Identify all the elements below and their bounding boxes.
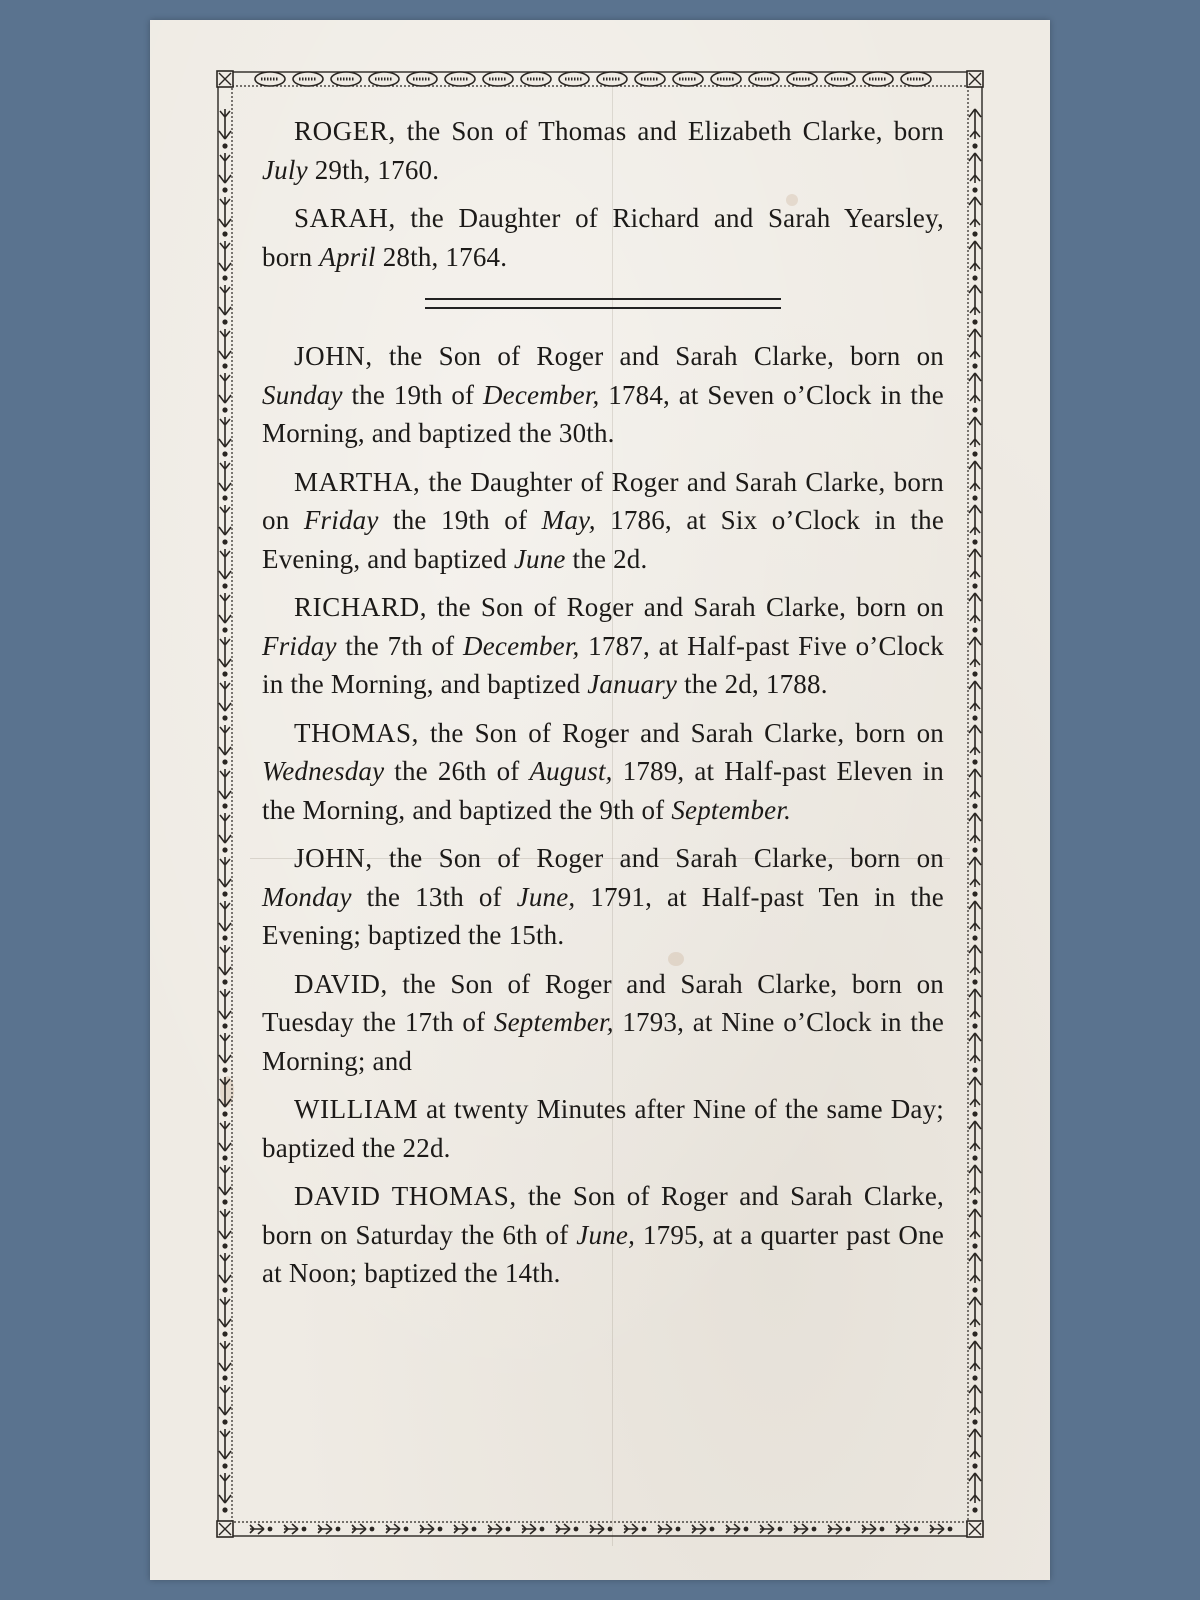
border-arrow-ornament xyxy=(219,1341,231,1371)
register-entry xyxy=(262,337,944,453)
border-dot-ornament xyxy=(222,143,227,148)
border-dot-ornament xyxy=(222,319,227,324)
border-dot-ornament xyxy=(574,1527,579,1532)
entry-text: 1793, at Nine o’Clock in the Morning; and xyxy=(262,1007,945,1076)
entry-text: the 2d, 1788. xyxy=(677,669,828,699)
border-arrow-ornament xyxy=(896,1524,910,1534)
border-arrow-ornament xyxy=(219,637,231,667)
register-entry xyxy=(262,1177,944,1293)
border-dot-ornament xyxy=(222,671,227,676)
entry-italic-text: May, xyxy=(541,505,596,535)
border-dot-ornament xyxy=(972,1331,977,1336)
entry-name: MARTHA, xyxy=(294,466,421,497)
border-dot-ornament xyxy=(472,1527,477,1532)
entry-text: the Son of Roger and Sarah Clarke, born on Saturday the 6th of xyxy=(262,1181,944,1250)
border-arrow-ornament xyxy=(219,241,231,271)
register-entry xyxy=(262,588,944,704)
border-dot-ornament xyxy=(222,935,227,940)
border-dot-ornament xyxy=(540,1527,545,1532)
entry-text: at twenty Minutes after Nine of the same Day; baptized the 22d. xyxy=(262,1094,944,1163)
border-arrow-ornament xyxy=(219,1209,231,1239)
border-arrow-ornament xyxy=(219,109,231,139)
border-arrow-ornament xyxy=(969,373,981,403)
border-dot-ornament xyxy=(972,935,977,940)
border-arrow-ornament xyxy=(219,725,231,755)
border-dot-ornament xyxy=(222,715,227,720)
border-arrow-ornament xyxy=(969,1473,981,1503)
border-dot-ornament xyxy=(268,1527,273,1532)
entry-italic-text: April xyxy=(319,241,376,272)
border-arrow-ornament xyxy=(726,1524,740,1534)
entry-italic-text: June, xyxy=(576,1219,636,1250)
border-dot-ornament xyxy=(222,1155,227,1160)
border-dot-ornament xyxy=(948,1527,953,1532)
border-dot-ornament xyxy=(222,803,227,808)
border-arrow-ornament xyxy=(522,1524,536,1534)
border-dot-ornament xyxy=(642,1527,647,1532)
border-dot-ornament xyxy=(972,759,977,764)
entry-text: the Daughter of Roger and Sarah Clarke, born on xyxy=(262,466,944,535)
border-dot-ornament xyxy=(972,1243,977,1248)
border-dot-ornament xyxy=(222,1111,227,1116)
entry-text: the Son of Roger and Sarah Clarke, born on xyxy=(372,341,944,371)
border-arrow-ornament xyxy=(969,285,981,315)
border-dot-ornament xyxy=(744,1527,749,1532)
border-arrow-ornament xyxy=(219,813,231,843)
entry-text: the Son of Roger and Sarah Clarke, born on Tuesday the 17th of xyxy=(262,968,944,1037)
border-dot-ornament xyxy=(972,979,977,984)
border-dot-ornament xyxy=(222,495,227,500)
border-dot-ornament xyxy=(676,1527,681,1532)
border-dot-ornament xyxy=(222,231,227,236)
entry-italic-text: December, xyxy=(482,379,600,410)
border-arrow-ornament xyxy=(969,241,981,271)
border-arrow-ornament xyxy=(794,1524,808,1534)
entry-text: the 7th of xyxy=(336,630,463,661)
border-arrow-ornament xyxy=(219,329,231,359)
border-arrow-ornament xyxy=(969,109,981,139)
border-dot-ornament xyxy=(972,143,977,148)
border-dot-ornament xyxy=(972,1419,977,1424)
children-entries xyxy=(262,337,944,1293)
border-arrow-ornament xyxy=(454,1524,468,1534)
entry-italic-text: Monday xyxy=(262,881,352,912)
border-dot-ornament xyxy=(222,539,227,544)
border-arrow-ornament xyxy=(969,989,981,1019)
border-dot-ornament xyxy=(222,979,227,984)
border-arrow-ornament xyxy=(284,1524,298,1534)
border-dot-ornament xyxy=(222,407,227,412)
border-arrow-ornament xyxy=(969,1077,981,1107)
border-dot-ornament xyxy=(972,1463,977,1468)
border-arrow-ornament xyxy=(219,1429,231,1459)
border-dot-ornament xyxy=(972,1375,977,1380)
entry-italic-text: September. xyxy=(671,794,792,825)
register-entry xyxy=(262,199,944,276)
border-dot-ornament xyxy=(222,583,227,588)
entry-text: the Son of Roger and Sarah Clarke, born on xyxy=(418,717,944,748)
border-arrow-ornament xyxy=(969,1429,981,1459)
entry-text: 29th, 1760. xyxy=(307,154,440,185)
border-arrow-ornament xyxy=(219,197,231,227)
border-dot-ornament xyxy=(972,891,977,896)
border-dot-ornament xyxy=(222,1375,227,1380)
border-arrow-ornament xyxy=(219,769,231,799)
border-dot-ornament xyxy=(972,847,977,852)
border-dot-ornament xyxy=(972,803,977,808)
border-arrow-ornament xyxy=(352,1524,366,1534)
entry-italic-text: Friday xyxy=(262,630,337,661)
border-arrow-ornament xyxy=(420,1524,434,1534)
border-arrow-ornament xyxy=(590,1524,604,1534)
border-dot-ornament xyxy=(370,1527,375,1532)
border-arrow-ornament xyxy=(219,417,231,447)
border-arrow-ornament xyxy=(969,1165,981,1195)
border-arrow-ornament xyxy=(658,1524,672,1534)
border-arrow-ornament xyxy=(219,153,231,183)
border-dot-ornament xyxy=(972,1287,977,1292)
entry-text: the 13th of xyxy=(351,881,517,912)
border-dot-ornament xyxy=(222,627,227,632)
border-dot-ornament xyxy=(972,187,977,192)
border-dot-ornament xyxy=(972,407,977,412)
register-entry xyxy=(262,965,944,1081)
border-arrow-ornament xyxy=(488,1524,502,1534)
border-arrow-ornament xyxy=(969,813,981,843)
border-dot-ornament xyxy=(222,891,227,896)
entry-italic-text: August, xyxy=(529,756,613,786)
border-dot-ornament xyxy=(972,231,977,236)
entry-text: 1787, at Half-past Five o’Clock in the Morning, and baptized xyxy=(262,630,944,699)
border-dot-ornament xyxy=(222,1419,227,1424)
border-dot-ornament xyxy=(506,1527,511,1532)
entry-italic-text: June, xyxy=(516,881,576,912)
register-entry xyxy=(262,1090,944,1167)
entry-text: the 2d. xyxy=(565,543,648,574)
border-dot-ornament xyxy=(222,275,227,280)
entry-text: 1786, at Six o’Clock in the Evening, and baptized xyxy=(262,505,944,574)
border-arrow-ornament xyxy=(219,1165,231,1195)
border-arrow-ornament xyxy=(219,1253,231,1283)
border-arrow-ornament xyxy=(219,549,231,579)
border-dot-ornament xyxy=(972,627,977,632)
border-dot-ornament xyxy=(404,1527,409,1532)
border-arrow-ornament xyxy=(219,1077,231,1107)
parent-entries xyxy=(262,112,944,276)
border-dot-ornament xyxy=(222,1243,227,1248)
border-arrow-ornament xyxy=(760,1524,774,1534)
border-dot-ornament xyxy=(222,1463,227,1468)
border-arrow-ornament xyxy=(969,1121,981,1151)
border-arrow-ornament xyxy=(969,153,981,183)
register-entry xyxy=(262,463,944,579)
border-dot-ornament xyxy=(846,1527,851,1532)
register-entry xyxy=(262,714,944,830)
border-dot-ornament xyxy=(972,539,977,544)
border-arrow-ornament xyxy=(969,1297,981,1327)
border-arrow-ornament xyxy=(219,1297,231,1327)
border-arrow-ornament xyxy=(219,1385,231,1415)
border-dot-ornament xyxy=(438,1527,443,1532)
entry-name: WILLIAM xyxy=(294,1094,419,1124)
entry-text: 28th, 1764. xyxy=(375,241,508,272)
border-arrow-ornament xyxy=(692,1524,706,1534)
border-arrow-ornament xyxy=(219,593,231,623)
entry-text: the 26th of xyxy=(384,756,530,786)
entry-italic-text: July xyxy=(262,154,308,185)
entry-text: the 19th of xyxy=(378,505,542,535)
border-arrow-ornament xyxy=(219,1033,231,1063)
entry-name: JOHN, xyxy=(294,843,373,873)
border-arrow-ornament xyxy=(969,461,981,491)
entry-name: ROGER, xyxy=(294,116,396,146)
border-dot-ornament xyxy=(972,1507,977,1512)
border-dot-ornament xyxy=(812,1527,817,1532)
border-arrow-ornament xyxy=(969,681,981,711)
entry-text: 1789, at Half-past Eleven in the Morning, and baptized the 9th of xyxy=(262,756,944,825)
border-arrow-ornament xyxy=(386,1524,400,1534)
border-dot-ornament xyxy=(972,1067,977,1072)
border-dot-ornament xyxy=(972,715,977,720)
border-dot-ornament xyxy=(972,319,977,324)
border-arrow-ornament xyxy=(219,681,231,711)
entry-text: the Daughter of Richard and Sarah Yearsley, born xyxy=(262,203,944,272)
entry-italic-text: Wednesday xyxy=(262,756,385,786)
border-dot-ornament xyxy=(914,1527,919,1532)
border-dot-ornament xyxy=(336,1527,341,1532)
entry-italic-text: Friday xyxy=(303,505,379,535)
entry-text: the Son of Roger and Sarah Clarke, born on xyxy=(427,592,944,622)
entry-name: THOMAS, xyxy=(294,717,419,748)
entry-italic-text: June xyxy=(513,543,566,574)
border-dot-ornament xyxy=(608,1527,613,1532)
border-arrow-ornament xyxy=(930,1524,944,1534)
border-dot-ornament xyxy=(880,1527,885,1532)
border-dot-ornament xyxy=(972,1199,977,1204)
border-arrow-ornament xyxy=(969,1341,981,1371)
border-arrow-ornament xyxy=(862,1524,876,1534)
border-arrow-ornament xyxy=(969,637,981,667)
border-arrow-ornament xyxy=(219,1121,231,1151)
border-dot-ornament xyxy=(222,363,227,368)
border-arrow-ornament xyxy=(969,1385,981,1415)
register-entry xyxy=(262,839,944,955)
border-dot-ornament xyxy=(222,1199,227,1204)
border-arrow-ornament xyxy=(969,197,981,227)
border-dot-ornament xyxy=(222,1287,227,1292)
border-dot-ornament xyxy=(222,847,227,852)
border-arrow-ornament xyxy=(318,1524,332,1534)
border-arrow-ornament xyxy=(219,901,231,931)
border-arrow-ornament xyxy=(219,285,231,315)
border-arrow-ornament xyxy=(556,1524,570,1534)
entry-text: the Son of Roger and Sarah Clarke, born on xyxy=(372,843,944,873)
border-dot-ornament xyxy=(972,363,977,368)
border-arrow-ornament xyxy=(219,989,231,1019)
entry-italic-text: Sunday xyxy=(262,379,343,410)
entry-text: 1784, at Seven o’Clock in the Morning, and baptized the 30th. xyxy=(262,379,944,448)
border-dot-ornament xyxy=(222,759,227,764)
border-dot-ornament xyxy=(222,187,227,192)
entry-italic-text: December, xyxy=(463,630,580,661)
border-dot-ornament xyxy=(972,495,977,500)
paper-sheet xyxy=(150,20,1050,1580)
border-dot-ornament xyxy=(222,1507,227,1512)
border-arrow-ornament xyxy=(250,1524,264,1534)
register-text xyxy=(262,112,944,1303)
border-arrow-ornament xyxy=(969,505,981,535)
border-arrow-ornament xyxy=(969,417,981,447)
entry-name: DAVID, xyxy=(294,968,388,999)
border-arrow-ornament xyxy=(969,901,981,931)
border-arrow-ornament xyxy=(219,373,231,403)
border-dot-ornament xyxy=(710,1527,715,1532)
border-dot-ornament xyxy=(972,275,977,280)
entry-italic-text: January xyxy=(587,669,678,699)
border-arrow-ornament xyxy=(969,725,981,755)
border-dot-ornament xyxy=(222,1331,227,1336)
border-arrow-ornament xyxy=(828,1524,842,1534)
entry-name: JOHN, xyxy=(294,341,373,371)
entry-name: RICHARD, xyxy=(294,592,428,622)
border-arrow-ornament xyxy=(969,1033,981,1063)
border-dot-ornament xyxy=(222,1023,227,1028)
border-arrow-ornament xyxy=(219,505,231,535)
border-dot-ornament xyxy=(972,451,977,456)
border-arrow-ornament xyxy=(969,945,981,975)
double-rule-divider xyxy=(425,298,781,309)
border-dot-ornament xyxy=(302,1527,307,1532)
border-arrow-ornament xyxy=(969,549,981,579)
border-dot-ornament xyxy=(972,1155,977,1160)
border-arrow-ornament xyxy=(624,1524,638,1534)
entry-name: DAVID THOMAS, xyxy=(294,1181,517,1211)
entry-text: the Son of Thomas and Elizabeth Clarke, born xyxy=(395,116,944,146)
border-dot-ornament xyxy=(972,1023,977,1028)
border-arrow-ornament xyxy=(219,1473,231,1503)
border-arrow-ornament xyxy=(969,1209,981,1239)
border-arrow-ornament xyxy=(969,857,981,887)
border-arrow-ornament xyxy=(969,769,981,799)
entry-italic-text: September, xyxy=(493,1007,614,1037)
entry-text: the 19th of xyxy=(342,379,483,410)
register-entry xyxy=(262,112,944,189)
entry-name: SARAH, xyxy=(294,203,396,233)
border-dot-ornament xyxy=(222,1067,227,1072)
border-arrow-ornament xyxy=(219,945,231,975)
entry-text: 1791, at Half-past Ten in the Evening; baptized the 15th. xyxy=(262,881,944,950)
border-dot-ornament xyxy=(972,1111,977,1116)
entry-text: 1795, at a quarter past One at Noon; baptized the 14th. xyxy=(262,1219,945,1288)
border-arrow-ornament xyxy=(969,329,981,359)
border-arrow-ornament xyxy=(969,593,981,623)
border-arrow-ornament xyxy=(969,1253,981,1283)
border-arrow-ornament xyxy=(219,461,231,491)
border-dot-ornament xyxy=(972,671,977,676)
border-dot-ornament xyxy=(778,1527,783,1532)
border-dot-ornament xyxy=(222,451,227,456)
border-arrow-ornament xyxy=(219,857,231,887)
border-dot-ornament xyxy=(972,583,977,588)
